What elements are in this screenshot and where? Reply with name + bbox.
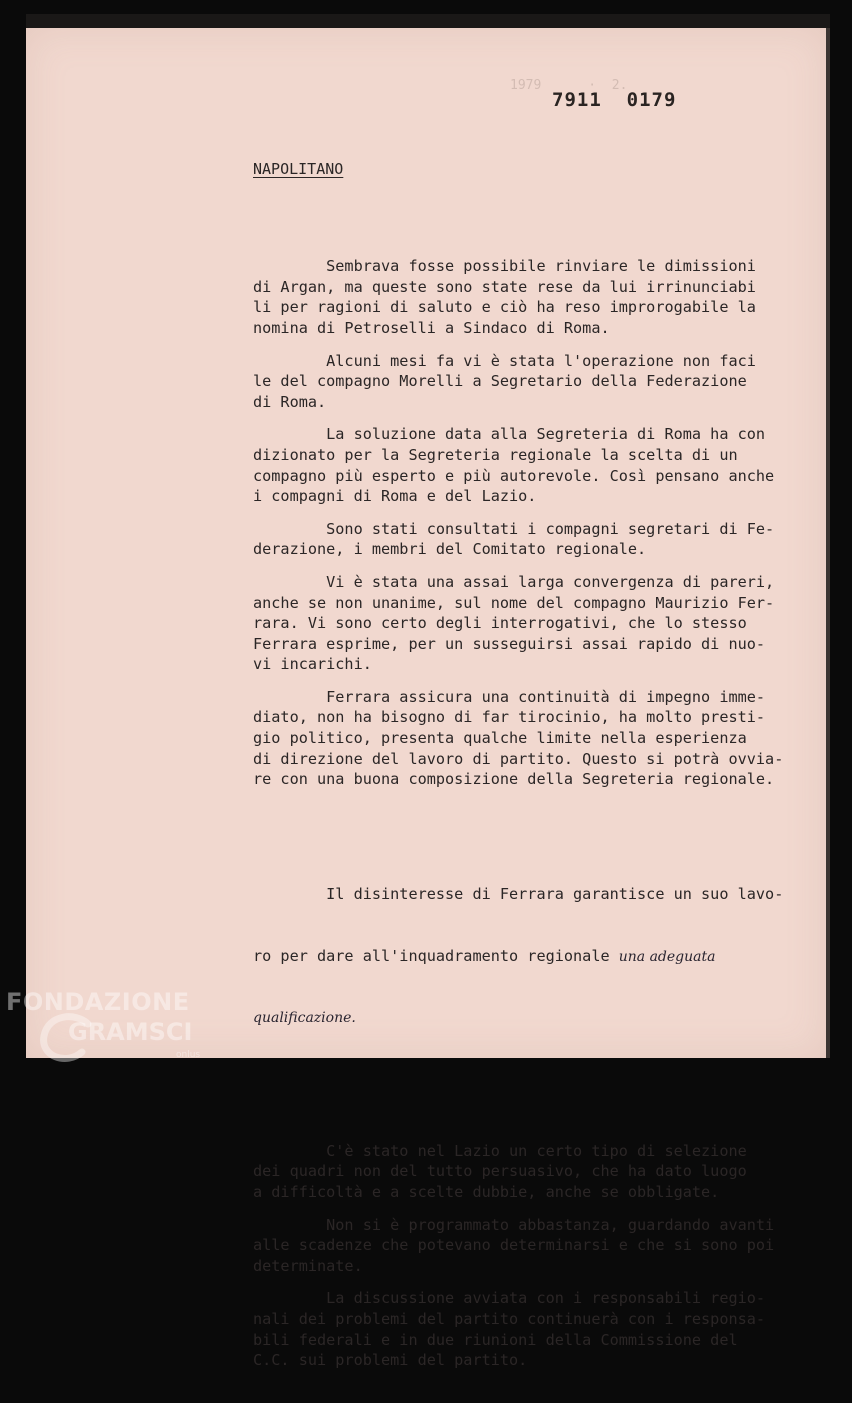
paragraph: [253, 424, 813, 506]
text-line: le del compagno Morelli a Segretario della Federazione: [253, 372, 747, 391]
text-line: La soluzione data alla Segreteria di Roma ha con: [253, 425, 766, 444]
text-line: di direzione del lavoro di partito. Questo si potrà ovvia-: [253, 749, 784, 768]
text-line: di Roma.: [253, 392, 327, 411]
archive-stamp-number: 7911 0179: [552, 89, 677, 111]
watermark-line-3: onlus: [176, 1050, 201, 1060]
text-line: diato, non ha bisogno di far tirocinio, ha molto presti-: [253, 708, 766, 727]
paragraph: [253, 351, 813, 413]
paragraph: [253, 1215, 813, 1277]
watermark-line-2: GRAMSCI: [68, 1018, 193, 1046]
text-line: Ferrara assicura una continuità di impegno imme-: [253, 687, 766, 706]
text-line: nomina di Petroselli a Sindaco di Roma.: [253, 318, 610, 337]
paragraph-ferrara: [253, 843, 813, 1088]
watermark-line-1: FONDAZIONE: [6, 988, 190, 1016]
bleed-through-marks: 1979 · 2.: [510, 78, 628, 93]
text-line: a difficoltà e a scelte dubbie, anche se obbligate.: [253, 1182, 720, 1201]
text-line: dei quadri non del tutto persuasivo, che ha dato luogo: [253, 1162, 747, 1181]
paragraph: [253, 1288, 813, 1370]
text-line: gio politico, presenta qualche limite nella esperienza: [253, 729, 747, 748]
paragraph: [253, 256, 813, 338]
text-line: li per ragioni di saluto e ciò ha reso improrogabile la: [253, 298, 756, 317]
paragraph-group-2: [253, 1141, 813, 1371]
text-line: derazione, i membri del Comitato regionale.: [253, 540, 647, 559]
text-line: determinate.: [253, 1256, 363, 1275]
text-line: C.C. sui problemi del partito.: [253, 1351, 528, 1370]
document-body: [253, 215, 813, 1403]
text-line: anche se non unanime, sul nome del compagno Maurizio Fer-: [253, 593, 775, 612]
text-line: nali dei problemi del partito continuerà con i responsa-: [253, 1309, 766, 1328]
text-line: vi incarichi.: [253, 655, 372, 674]
text-line: Sembrava fosse possibile rinviare le dimissioni: [253, 257, 756, 276]
handwritten-annotation: una adeguata: [618, 949, 716, 965]
scan-top-edge: [26, 14, 830, 28]
text-line: Alcuni mesi fa vi è stata l'operazione non faci: [253, 351, 756, 370]
handwritten-annotation: qualificazione.: [253, 1009, 356, 1026]
text-line: di Argan, ma queste sono state rese da lui irrinunciabi: [253, 277, 756, 296]
page-edge-shadow: [826, 28, 830, 1058]
text-line: [253, 946, 813, 967]
text-line: Vi è stata una assai larga convergenza di pareri,: [253, 572, 775, 591]
paragraph: [253, 687, 813, 790]
paragraph: [253, 1141, 813, 1203]
paragraph: [253, 519, 813, 560]
text-line: Ferrara esprime, per un susseguirsi assai rapido di nuo-: [253, 634, 766, 653]
paragraph-group-1: [253, 256, 813, 790]
text-line: C'è stato nel Lazio un certo tipo di selezione: [253, 1141, 747, 1160]
text-line: Non si è programmato abbastanza, guardando avanti: [253, 1215, 775, 1234]
paragraph: [253, 572, 813, 675]
text-line: La discussione avviata con i responsabili regio-: [253, 1289, 766, 1308]
text-line: bili federali e in due riunioni della Commissione del: [253, 1330, 738, 1349]
text-line: re con una buona composizione della Segreteria regionale.: [253, 770, 775, 789]
text-line-part: ro per dare all'inquadramento regionale: [253, 947, 619, 965]
document-title: NAPOLITANO: [253, 160, 344, 178]
text-line: alle scadenze che potevano determinarsi e che si sono poi: [253, 1236, 775, 1255]
text-line: compagno più esperto e più autorevole. Così pensano anche: [253, 466, 775, 485]
text-line: dizionato per la Segreteria regionale la scelta di un: [253, 445, 738, 464]
text-line: i compagni di Roma e del Lazio.: [253, 487, 537, 506]
text-line: Il disinteresse di Ferrara garantisce un suo lavo-: [253, 885, 784, 904]
text-line: rara. Vi sono certo degli interrogativi, che lo stesso: [253, 614, 747, 633]
text-line: Sono stati consultati i compagni segretari di Fe-: [253, 519, 775, 538]
